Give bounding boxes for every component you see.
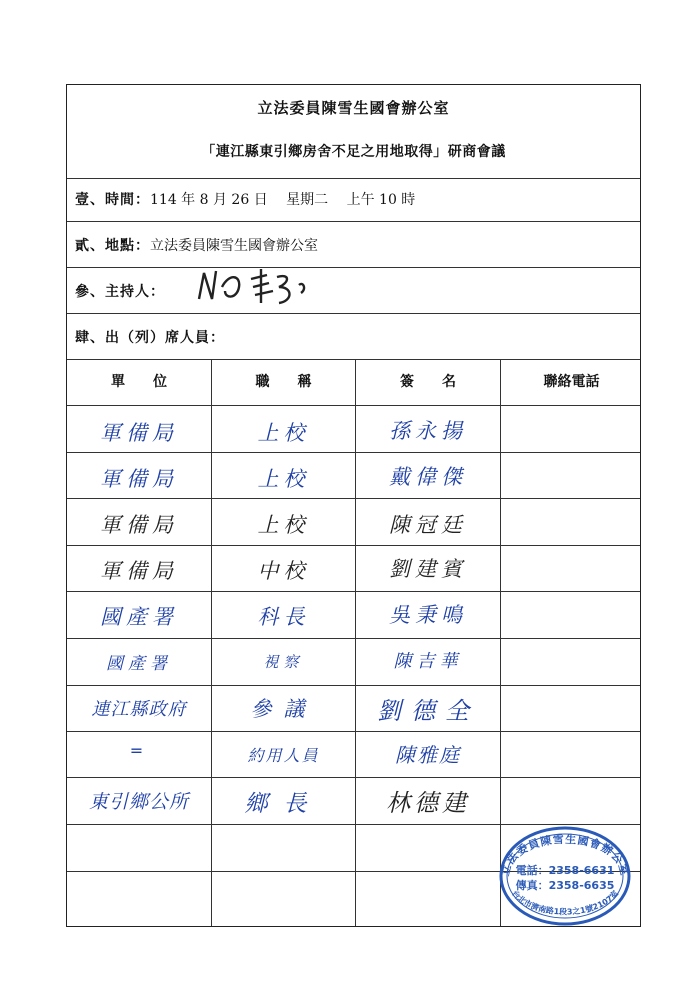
stamp-name: 立法委員陳雪生國會辦公室 <box>498 832 632 878</box>
office-stamp <box>497 822 633 926</box>
table-cell-title: 上校 <box>257 421 310 445</box>
header-title: 職 稱 <box>255 374 312 390</box>
divider <box>67 731 640 732</box>
host-row <box>75 281 165 301</box>
table-cell-signature: 孫永揚 <box>389 419 467 443</box>
divider <box>67 178 640 179</box>
divider <box>67 405 640 406</box>
divider <box>67 452 640 453</box>
table-cell-title: 鄉長 <box>244 791 323 817</box>
table-cell-title: 中校 <box>257 559 310 583</box>
table-cell-unit: 軍備局 <box>100 513 178 537</box>
table-cell-unit: 國產署 <box>100 605 178 629</box>
table-cell-signature: 劉建賓 <box>389 557 467 581</box>
time-value: 114 年 8 月 26 日 星期二 上午 10 時 <box>150 192 416 208</box>
header-phone: 聯絡電話 <box>543 374 600 390</box>
table-cell-signature: 陳冠廷 <box>389 513 467 537</box>
stamp-fax: 傳真：2358-6635 <box>515 879 615 892</box>
table-cell-signature: 陳雅庭 <box>395 743 461 767</box>
divider <box>67 313 640 314</box>
table-cell-unit: 連江縣政府 <box>91 699 187 720</box>
table-cell-title: 參議 <box>250 697 317 721</box>
table-cell-title: 視察 <box>263 653 304 671</box>
table-cell-unit: 軍備局 <box>100 559 178 583</box>
time-label: 壹、時間： <box>75 192 150 208</box>
divider <box>67 685 640 686</box>
header-unit: 單 位 <box>111 374 167 390</box>
table-cell-title: 科長 <box>257 605 310 629</box>
divider <box>67 359 640 360</box>
divider <box>67 777 640 778</box>
meeting-title: 「連江縣東引鄉房舍不足之用地取得」研商會議 <box>201 144 506 160</box>
divider <box>67 545 640 546</box>
time-row <box>75 189 415 209</box>
table-cell-signature: 戴偉傑 <box>389 465 467 489</box>
table-cell-title: 上校 <box>257 467 310 491</box>
table-cell-unit: 軍備局 <box>100 421 178 445</box>
table-cell-signature: 林德建 <box>386 789 470 817</box>
table-cell-signature: 陳吉華 <box>393 651 463 672</box>
place-label: 貳、地點： <box>75 238 150 254</box>
attendees-row <box>75 327 225 347</box>
header-signature: 簽 名 <box>400 374 456 390</box>
table-cell-title: 上校 <box>257 513 310 537</box>
svg-text:台北市濟南路1段3之1號2107室 <box>510 888 620 916</box>
table-cell-signature: 吳秉鳴 <box>389 603 467 627</box>
divider <box>67 221 640 222</box>
stamp-address: 台北市濟南路1段3之1號2107室 <box>509 888 621 917</box>
host-label: 參、主持人： <box>75 284 165 300</box>
stamp-phone: 電話：2358-6631 <box>515 864 615 877</box>
signin-sheet <box>66 84 641 927</box>
divider <box>67 638 640 639</box>
attendees-label: 肆、出（列）席人員： <box>75 330 225 346</box>
table-cell-signature: 劉德全 <box>377 697 479 725</box>
office-title: 立法委員陳雪生國會辦公室 <box>257 99 450 117</box>
table-cell-unit: 國產署 <box>106 654 172 674</box>
table-cell-unit: 軍備局 <box>100 467 178 491</box>
host-signature <box>195 265 385 311</box>
place-value: 立法委員陳雪生國會辦公室 <box>150 238 318 254</box>
table-cell-title: 約用人員 <box>247 746 320 765</box>
divider <box>67 498 640 499</box>
divider <box>67 591 640 592</box>
table-cell-unit: 東引鄉公所 <box>88 791 189 813</box>
table-cell-unit: = <box>129 741 149 760</box>
place-row <box>75 235 318 255</box>
